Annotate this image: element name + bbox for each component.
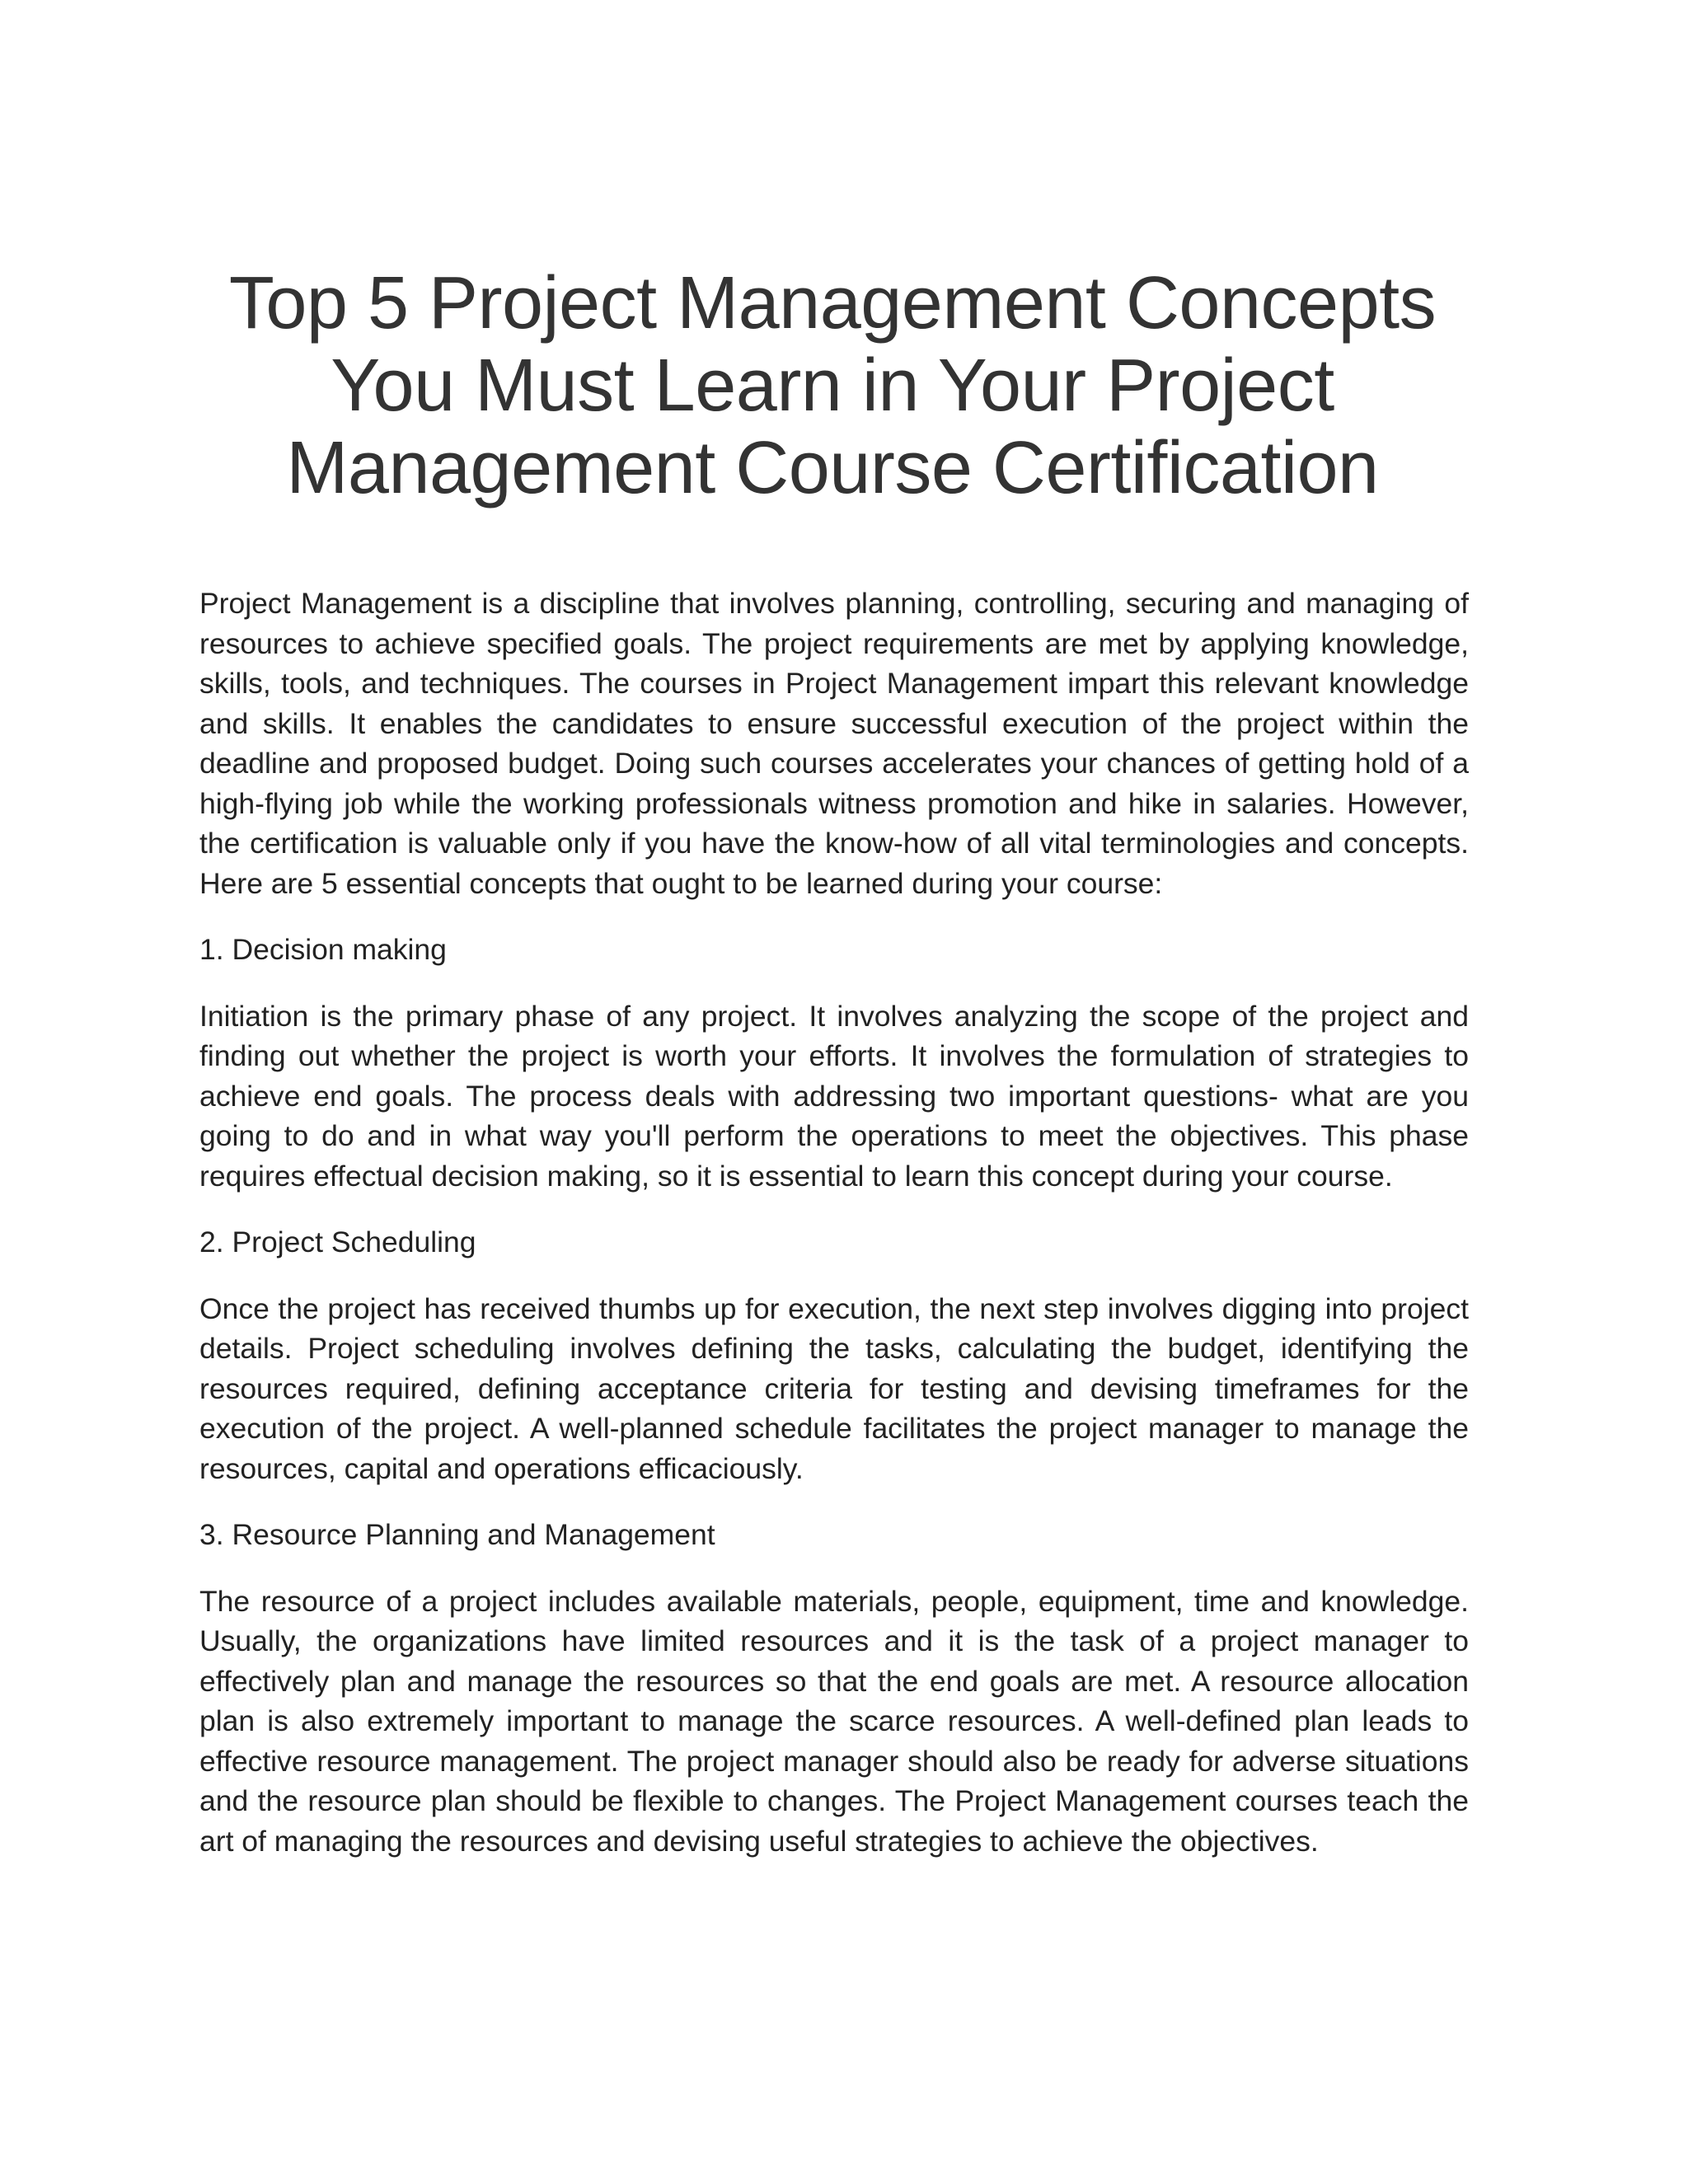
section-paragraph-project-scheduling: Once the project has received thumbs up for execution, the next step involves digging into project details. Project scheduling involves defining the tasks, calculating the budget, identifying the resources required, defining acceptance criteria for testing and devising timeframes for the execution of the project. A well-planned schedule facilitates the project manager to manage the resources, capital and operations efficaciously. [199,1291,1469,1485]
section-heading-project-scheduling: 2. Project Scheduling [199,1226,476,1258]
section-paragraph-decision-making: Initiation is the primary phase of any project. It involves analyzing the scope of the project and finding out whether the project is worth your efforts. It involves the formulation of strategies to achieve end goals. The process deals with addressing two important questions- what are you going to do and in what way you'll perform the operations to meet the objectives. This phase requires effectual decision making, so it is essential to learn this concept during your course. [199,999,1469,1193]
section-heading-decision-making: 1. Decision making [199,933,447,966]
section-paragraph-resource-planning: The resource of a project includes available materials, people, equipment, time and knowledge. Usually, the organizations have limited resources and it is the task of a project manager to effectively plan and manage the resources so that the end goals are met. A resource allocation plan is also extremely important to manage the scarce resources. A well-defined plan leads to effective resource management. The project manager should also be ready for adverse situations and the resource plan should be flexible to changes. The Project Management courses teach the art of managing the resources and devising useful strategies to achieve the objectives. [199,1584,1469,1858]
document-body [199,583,1469,1887]
page-title: Top 5 Project Management Concepts You Must Learn in Your Project Management Course Certification [228,262,1437,509]
section-heading-resource-planning: 3. Resource Planning and Management [199,1518,715,1551]
intro-paragraph: Project Management is a discipline that involves planning, controlling, securing and managing of resources to achieve specified goals. The project requirements are met by applying knowledge, skills, tools, and techniques. The courses in Project Management impart this relevant knowledge and skills. It enables the candidates to ensure successful execution of the project within the deadline and proposed budget. Doing such courses accelerates your chances of getting hold of a high-flying job while the working professionals witness promotion and hike in salaries. However, the certification is valuable only if you have the know-how of all vital terminologies and concepts. Here are 5 essential concepts that ought to be learned during your course: [199,587,1469,900]
